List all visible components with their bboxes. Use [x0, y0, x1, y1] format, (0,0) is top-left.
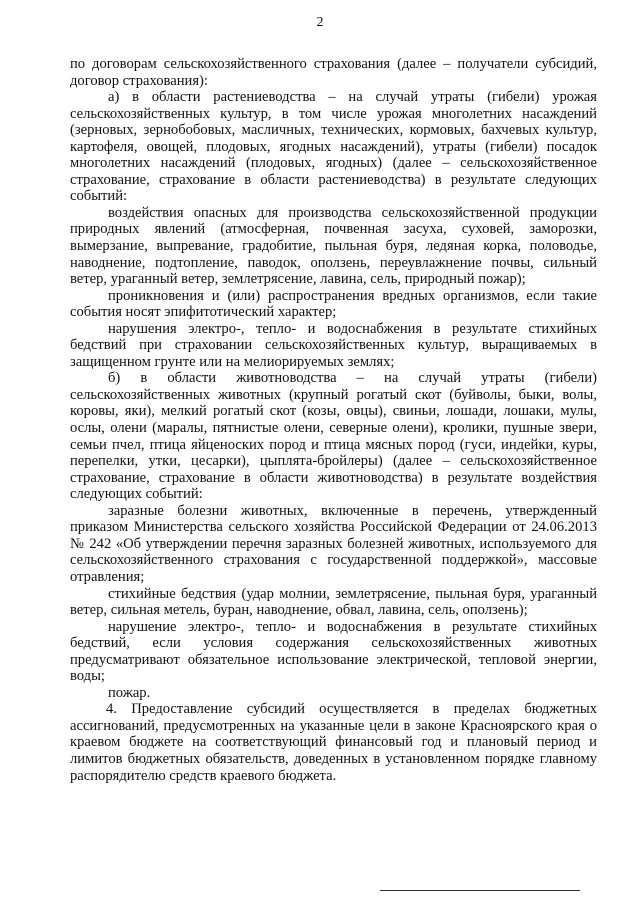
footer-rule [380, 890, 580, 891]
paragraph-supply-disruption-livestock: нарушение электро-, тепло- и водоснабжения в результате стихийных бедствий, если условия содержания сельскохозяйственных животных предусматривают обязательное использование электрической, тепловой энергии, воды; [70, 618, 597, 685]
paragraph-crop-production: а) в области растениеводства – на случай утраты (гибели) урожая сельскохозяйственных культур, в том числе урожая многолетних насаждений (зерновых, зернобобовых, масличных, технических, кормовых, бахчевых культур, картофеля, овощей, плодовых, ягодных насаждений), утраты (гибели) посадок многолетних насаждений (плодовых, ягодных) (далее – сельскохозяйственное страхование, страхование в области растениеводства) в результате следующих событий: [70, 89, 597, 205]
paragraph-natural-hazards: воздействия опасных для производства сельскохозяйственной продукции природных явлений (атмосферная, почвенная засуха, суховей, заморозки, вымерзание, выпревание, градобитие, пыльная буря, ледяная корка, половодье, наводнение, подтопление, паводок, оползень, переувлажнение почвы, сильный ветер, ураганный ветер, землетрясение, лавина, сель, природный пожар); [70, 204, 597, 288]
paragraph-animal-diseases: заразные болезни животных, включенные в перечень, утвержденный приказом Министерства сельского хозяйства Российской Федерации от 24.06.2013 № 242 «Об утверждении перечня заразных болезней животных, используемого для сельскохозяйственного страхования с государственной поддержкой», массовые отравления; [70, 502, 597, 585]
paragraph-fire: пожар. [108, 684, 151, 701]
paragraph-harmful-organisms: проникновения и (или) распространения вредных организмов, если такие события носят эпифитотический характер; [70, 287, 597, 321]
paragraph-natural-disasters: стихийные бедствия (удар молнии, землетрясение, пыльная буря, ураганный ветер, сильная метель, буран, наводнение, обвал, лавина, сель, оползень); [70, 585, 597, 619]
paragraph-supply-disruption-crops: нарушения электро-, тепло- и водоснабжения в результате стихийных бедствий при страховании сельскохозяйственных культур, выращиваемых в защищенном грунте или на мелиорируемых землях; [70, 320, 597, 370]
page-number: 2 [316, 15, 324, 30]
paragraph-livestock: б) в области животноводства – на случай утраты (гибели) сельскохозяйственных животных (крупный рогатый скот (буйволы, быки, волы, коровы, яки), мелкий рогатый скот (козы, овцы), свиньи, лошади, лошаки, мулы, ослы, олени (маралы, пятнистые олени, северные олени), кролики, пушные звери, семьи пчел, птица яйценоских пород и птица мясных пород (гуси, индейки, куры, перепелки, утки, цесарки), цыплята-бройлеры) (далее – сельскохозяйственное страхование, страхование в области животноводства) в результате воздействия следующих событий: [70, 370, 597, 503]
document-body [70, 56, 597, 784]
paragraph-budget-allocation: 4. Предоставление субсидий осуществляется в пределах бюджетных ассигнований, предусмотренных на указанные цели в законе Красноярского края о краевом бюджете на соответствующий финансовый год и плановый период и лимитов бюджетных обязательств, доведенных в установленном порядке главному распорядителю средств краевого бюджета. [70, 701, 597, 784]
paragraph-insurance-contracts: по договорам сельскохозяйственного страхования (далее – получатели субсидий, договор страхования): [70, 56, 597, 89]
